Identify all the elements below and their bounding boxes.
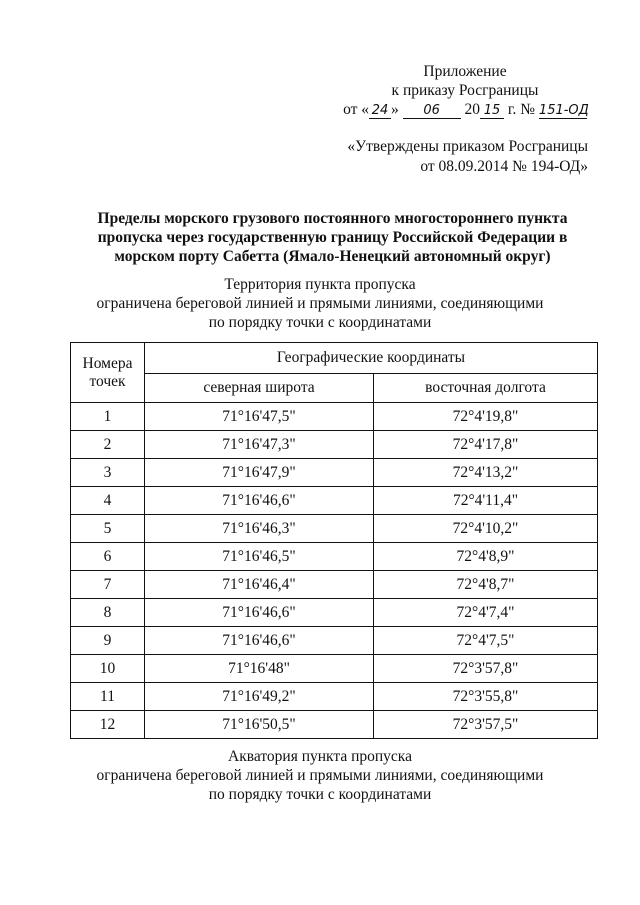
latitude-cell: 71°16'50,5" <box>145 711 374 739</box>
point-number: 12 <box>71 711 145 739</box>
appendix-block <box>330 62 600 119</box>
latitude-cell: 71°16'46,6" <box>145 627 374 655</box>
order-date-line <box>330 100 600 119</box>
longitude-cell: 72°3'57,5" <box>374 711 598 739</box>
header-geo-coordinates: Географические координаты <box>145 343 598 374</box>
point-number: 1 <box>71 403 145 431</box>
date-prefix: от « <box>343 101 370 118</box>
table-row <box>71 431 598 459</box>
table-row <box>71 515 598 543</box>
point-number: 2 <box>71 431 145 459</box>
longitude-cell: 72°4'8,9" <box>374 543 598 571</box>
water-area-line-1: Акватория пункта пропуска <box>228 748 412 765</box>
latitude-cell: 71°16'47,9" <box>145 459 374 487</box>
table-row <box>71 655 598 683</box>
header-east-longitude: восточная долгота <box>374 374 598 403</box>
latitude-cell: 71°16'47,3" <box>145 431 374 459</box>
longitude-cell: 72°4'19,8" <box>374 403 598 431</box>
water-area-description <box>60 747 580 804</box>
point-number: 6 <box>71 543 145 571</box>
latitude-cell: 71°16'46,3" <box>145 515 374 543</box>
latitude-cell: 71°16'46,5" <box>145 543 374 571</box>
header-point-numbers: Номера точек <box>71 343 145 403</box>
handwritten-order-number: 151-ОД <box>538 103 589 118</box>
handwritten-year: 15 <box>480 103 504 119</box>
point-number: 11 <box>71 683 145 711</box>
header-north-latitude: северная широта <box>145 374 374 403</box>
table-row <box>71 487 598 515</box>
point-number: 5 <box>71 515 145 543</box>
longitude-cell: 72°4'7,4" <box>374 599 598 627</box>
latitude-cell: 71°16'46,4" <box>145 571 374 599</box>
approval-note <box>318 137 588 177</box>
latitude-cell: 71°16'46,6" <box>145 487 374 515</box>
point-number: 7 <box>71 571 145 599</box>
territory-description <box>60 275 580 332</box>
appendix-order-ref: к приказу Росграницы <box>391 82 539 99</box>
coordinates-table <box>70 342 598 739</box>
approval-line-1: «Утверждены приказом Росграницы <box>347 138 588 155</box>
table-row <box>71 683 598 711</box>
point-number: 4 <box>71 487 145 515</box>
latitude-cell: 71°16'49,2" <box>145 683 374 711</box>
date-quote-close: » <box>391 101 399 118</box>
longitude-cell: 72°4'10,2" <box>374 515 598 543</box>
longitude-cell: 72°3'57,8" <box>374 655 598 683</box>
point-number: 3 <box>71 459 145 487</box>
longitude-cell: 72°4'7,5" <box>374 627 598 655</box>
table-row <box>71 459 598 487</box>
territory-line-1: Территория пункта пропуска <box>224 276 416 293</box>
point-number: 10 <box>71 655 145 683</box>
number-prefix: г. № <box>507 101 536 118</box>
latitude-cell: 71°16'47,5" <box>145 403 374 431</box>
water-area-line-2: ограничена береговой линией и прямыми линиями, соединяющими <box>96 767 544 784</box>
latitude-cell: 71°16'48" <box>145 655 374 683</box>
appendix-label: Приложение <box>423 63 507 80</box>
document-title: Пределы морского грузового постоянного многостороннего пункта пропуска через государственную границу Российской Федерации в морском порту Сабетта (Ямало-Ненецкий автономный округ) <box>97 210 568 265</box>
longitude-cell: 72°4'17,8" <box>374 431 598 459</box>
table-row <box>71 571 598 599</box>
longitude-cell: 72°4'11,4" <box>374 487 598 515</box>
table-row <box>71 599 598 627</box>
approval-line-2: от 08.09.2014 № 194-ОД» <box>420 158 588 175</box>
handwritten-day: 24 <box>369 103 391 119</box>
point-number: 9 <box>71 627 145 655</box>
longitude-cell: 72°4'13,2" <box>374 459 598 487</box>
water-area-line-3: по порядку точки с координатами <box>208 786 432 803</box>
territory-line-2: ограничена береговой линией и прямыми линиями, соединяющими <box>96 295 544 312</box>
table-row <box>71 711 598 739</box>
year-prefix: 20 <box>464 101 481 118</box>
table-row <box>71 543 598 571</box>
table-row <box>71 627 598 655</box>
point-number: 8 <box>71 599 145 627</box>
longitude-cell: 72°4'8,7" <box>374 571 598 599</box>
latitude-cell: 71°16'46,6" <box>145 599 374 627</box>
table-row <box>71 403 598 431</box>
longitude-cell: 72°3'55,8" <box>374 683 598 711</box>
territory-line-3: по порядку точки с координатами <box>208 314 432 331</box>
handwritten-month: 06 <box>403 103 461 119</box>
